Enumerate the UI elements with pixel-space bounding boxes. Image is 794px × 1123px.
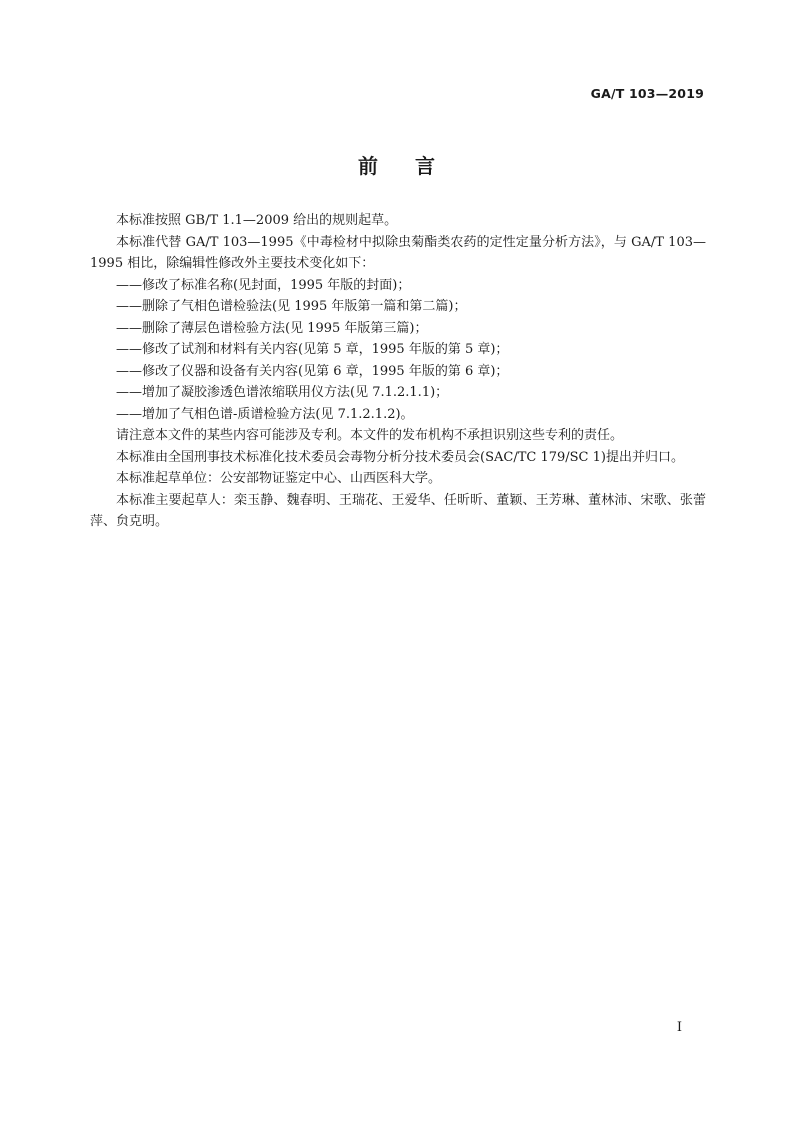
document-code: GA/T 103—2019 [590, 86, 704, 101]
change-item: ——修改了试剂和材料有关内容(见第 5 章，1995 年版的第 5 章)； [116, 342, 509, 357]
paragraph: 本标准主要起草人：栾玉静、魏春明、王瑞花、王爱华、任昕昕、董颖、王芳琳、董林沛、宋歌、张蕾萍、贠克明。 [90, 492, 706, 529]
change-item: ——增加了凝胶渗透色谱浓缩联用仪方法(见 7.1.2.1.1)； [116, 385, 449, 400]
foreword-body [90, 210, 706, 533]
paragraph: 本标准代替 GA/T 103—1995《中毒检材中拟除虫菊酯类农药的定性定量分析方法》，与 GA/T 103—1995 相比，除编辑性修改外主要技术变化如下： [90, 234, 706, 271]
page-number: I [676, 1020, 682, 1035]
change-item: ——修改了仪器和设备有关内容(见第 6 章，1995 年版的第 6 章)； [116, 363, 509, 379]
paragraph: 本标准按照 GB/T 1.1—2009 给出的规则起草。 [116, 213, 398, 228]
paragraph: 本标准由全国刑事技术标准化技术委员会毒物分析分技术委员会(SAC/TC 179/SC 1)提出并归口。 [116, 449, 684, 465]
page-title: 前 言 [358, 154, 436, 178]
paragraph: 请注意本文件的某些内容可能涉及专利。本文件的发布机构不承担识别这些专利的责任。 [116, 428, 624, 443]
paragraph: 本标准起草单位：公安部物证鉴定中心、山西医科大学。 [116, 471, 442, 486]
change-item: ——删除了薄层色谱检验方法(见 1995 年版第三篇)； [116, 320, 428, 336]
change-item: ——删除了气相色谱检验法(见 1995 年版第一篇和第二篇)； [116, 299, 467, 314]
change-item: ——增加了气相色谱-质谱检验方法(见 7.1.2.1.2)。 [116, 406, 414, 422]
change-item: ——修改了标准名称(见封面，1995 年版的封面)； [116, 277, 411, 293]
